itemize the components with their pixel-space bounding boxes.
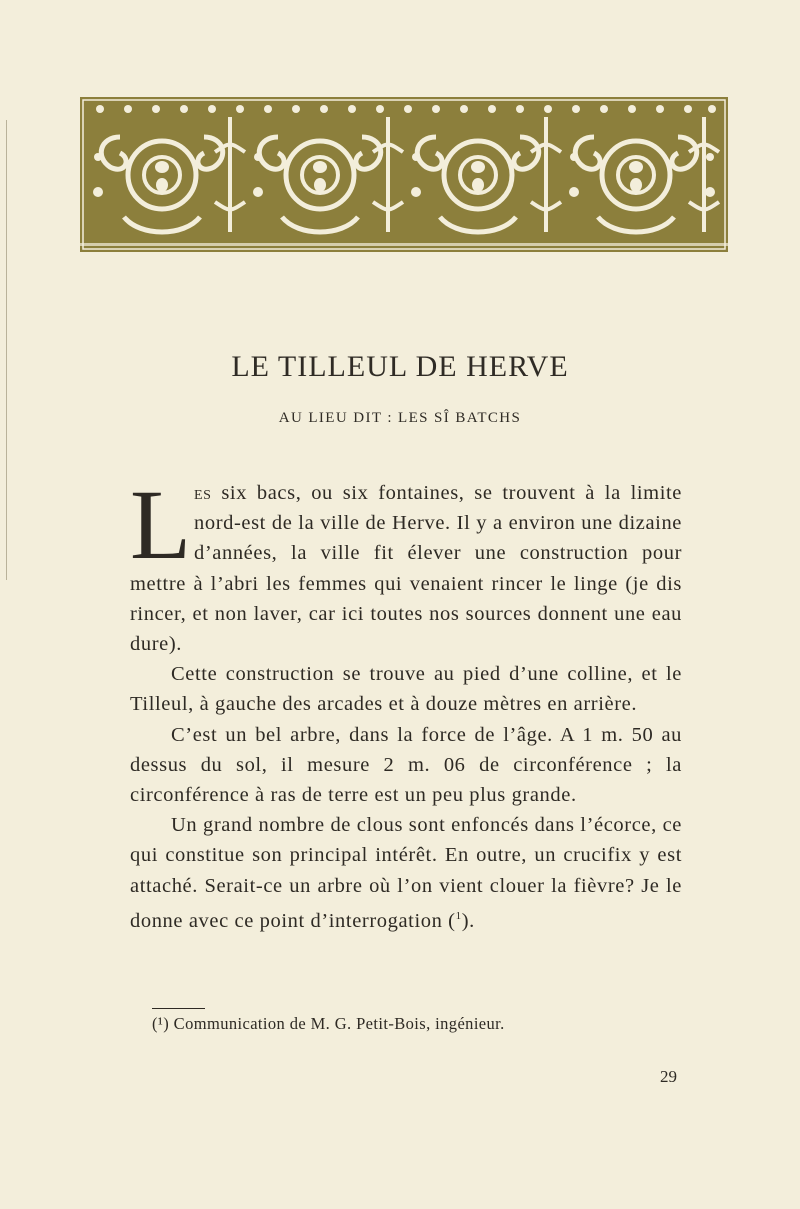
paragraph-2: Cette construction se trouve au pied d’une colline, et le Tilleul, à gauche des arcades et à douze mètres en arrière. — [130, 663, 682, 716]
paragraph-1 — [130, 469, 682, 659]
body-text — [130, 469, 682, 936]
page-subtitle: AU LIEU DIT : LES SÎ BATCHS — [278, 410, 522, 426]
page-title: LE TILLEUL DE HERVE — [231, 350, 569, 383]
footnote-reference: 1 — [455, 909, 462, 922]
ornamental-banner — [80, 97, 728, 252]
footnote — [152, 1014, 505, 1034]
page-number: 29 — [660, 1067, 677, 1086]
paragraph-4 — [130, 810, 682, 936]
paragraph-4-text: Un grand nombre de clous sont enfoncés dans l’écorce, ce qui constitue son principal intérêt. En outre, un crucifix y est attaché. Serait-ce un arbre où l’on vient clouer la fièvre? Je le donne avec ce point d’interrogation ( — [130, 814, 682, 932]
paragraph-4-end: ). — [461, 909, 475, 932]
paragraph-1-text: six bacs, ou six fontaines, se trouvent à la limite nord-est de la ville de Herve. Il y a environ une dizaine d’années, la ville fit élever une construction pour mettre à l’abri les femmes qui venaient rincer le linge (je dis rincer, et non laver, car ici toutes nos sources donnent une eau dure). — [130, 482, 682, 656]
paragraph-3: C’est un bel arbre, dans la force de l’âge. A 1 m. 50 au dessus du sol, il mesure 2 m. 06 de circonférence ; la circonférence à ras de terre est un peu plus grande. — [130, 723, 682, 807]
drop-cap-letter: L — [130, 469, 192, 580]
footnote-rule — [152, 1008, 205, 1009]
footnote-marker: (¹) — [152, 1014, 170, 1033]
decorative-scroll-banner-icon — [80, 97, 728, 252]
drop-cap — [130, 469, 192, 580]
footnote-text: Communication de M. G. Petit-Bois, ingénieur. — [169, 1014, 505, 1033]
first-word: es — [194, 482, 212, 504]
